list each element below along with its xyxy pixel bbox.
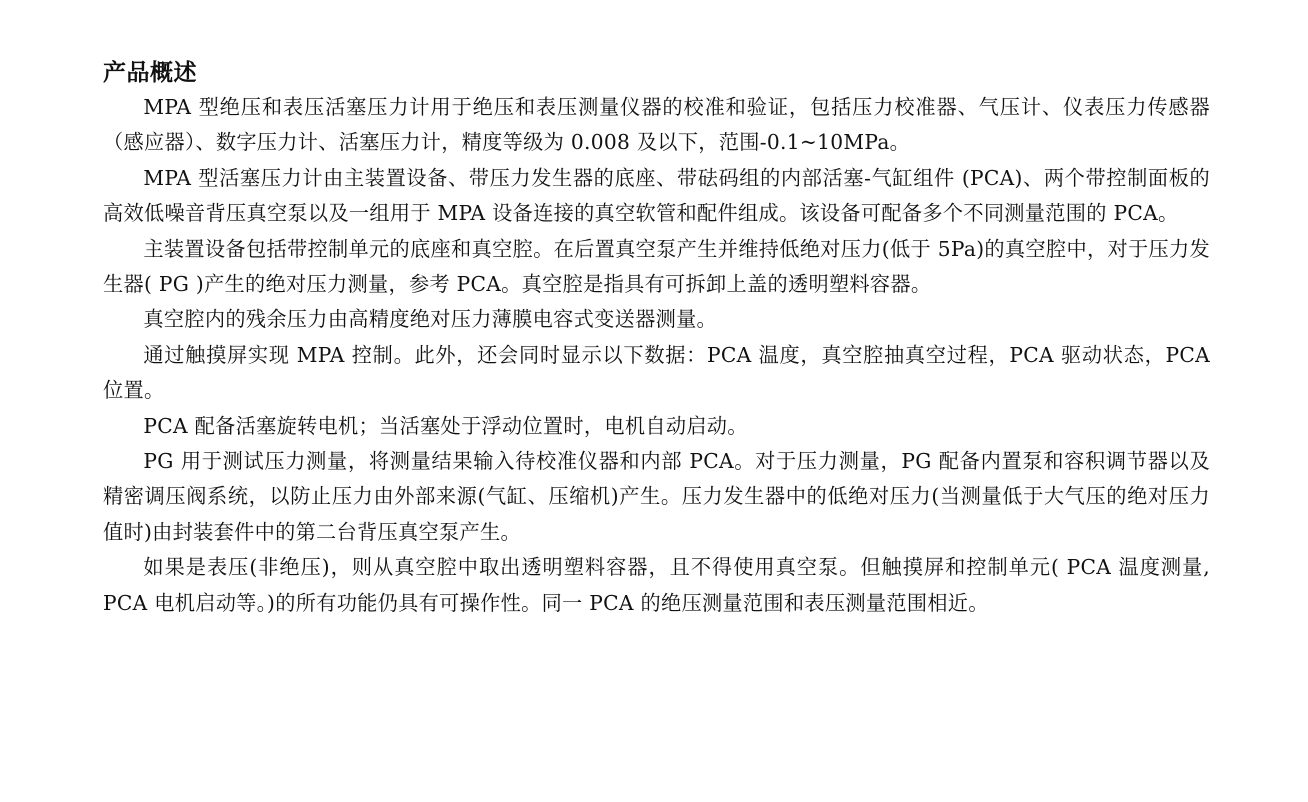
paragraph-intro: MPA 型绝压和表压活塞压力计用于绝压和表压测量仪器的校准和验证，包括压力校准器、气压计、仪表压力传感器（感应器）、数字压力计、活塞压力计，精度等级为 0.008 及以下，范围-0.1~10MPa。 (103, 95, 1210, 155)
paragraph-gauge-mode: 如果是表压(非绝压)，则从真空腔中取出透明塑料容器，且不得使用真空泵。但触摸屏和控制单元( PCA 温度测量, PCA 电机启动等。)的所有功能仍具有可操作性。同一 PCA 的绝压测量范围和表压测量范围相近。 (103, 555, 1210, 615)
paragraph-pressure-generator: PG 用于测试压力测量，将测量结果输入待校准仪器和内部 PCA。对于压力测量，PG 配备内置泵和容积调节器以及精密调压阀系统，以防止压力由外部来源(气缸、压缩机)产生。压力发生器中的低绝对压力(当测量低于大气压的绝对压力值时)由封装套件中的第二台背压真空泵产生。 (103, 449, 1210, 544)
section-title: 产品概述 (103, 60, 197, 86)
paragraph-main-unit: 主装置设备包括带控制单元的底座和真空腔。在后置真空泵产生并维持低绝对压力(低于 5Pa)的真空腔中，对于压力发生器( PG )产生的绝对压力测量，参考 PCA。真空腔是指具有可拆卸上盖的透明塑料容器。 (103, 236, 1210, 297)
paragraph-composition: MPA 型活塞压力计由主装置设备、带压力发生器的底座、带砝码组的内部活塞-气缸组件 (PCA)、两个带控制面板的高效低噪音背压真空泵以及一组用于 MPA 设备连接的真空软管和配件组成。该设备可配备多个不同测量范围的 PCA。 (103, 165, 1210, 226)
paragraph-rotation-motor: PCA 配备活塞旋转电机；当活塞处于浮动位置时，电机自动启动。 (143, 413, 748, 438)
paragraph-residual-pressure: 真空腔内的残余压力由高精度绝对压力薄膜电容式变送器测量。 (143, 307, 718, 332)
document-body (103, 56, 1210, 621)
paragraph-touchscreen: 通过触摸屏实现 MPA 控制。此外，还会同时显示以下数据：PCA 温度，真空腔抽真空过程，PCA 驱动状态，PCA 位置。 (103, 342, 1210, 403)
